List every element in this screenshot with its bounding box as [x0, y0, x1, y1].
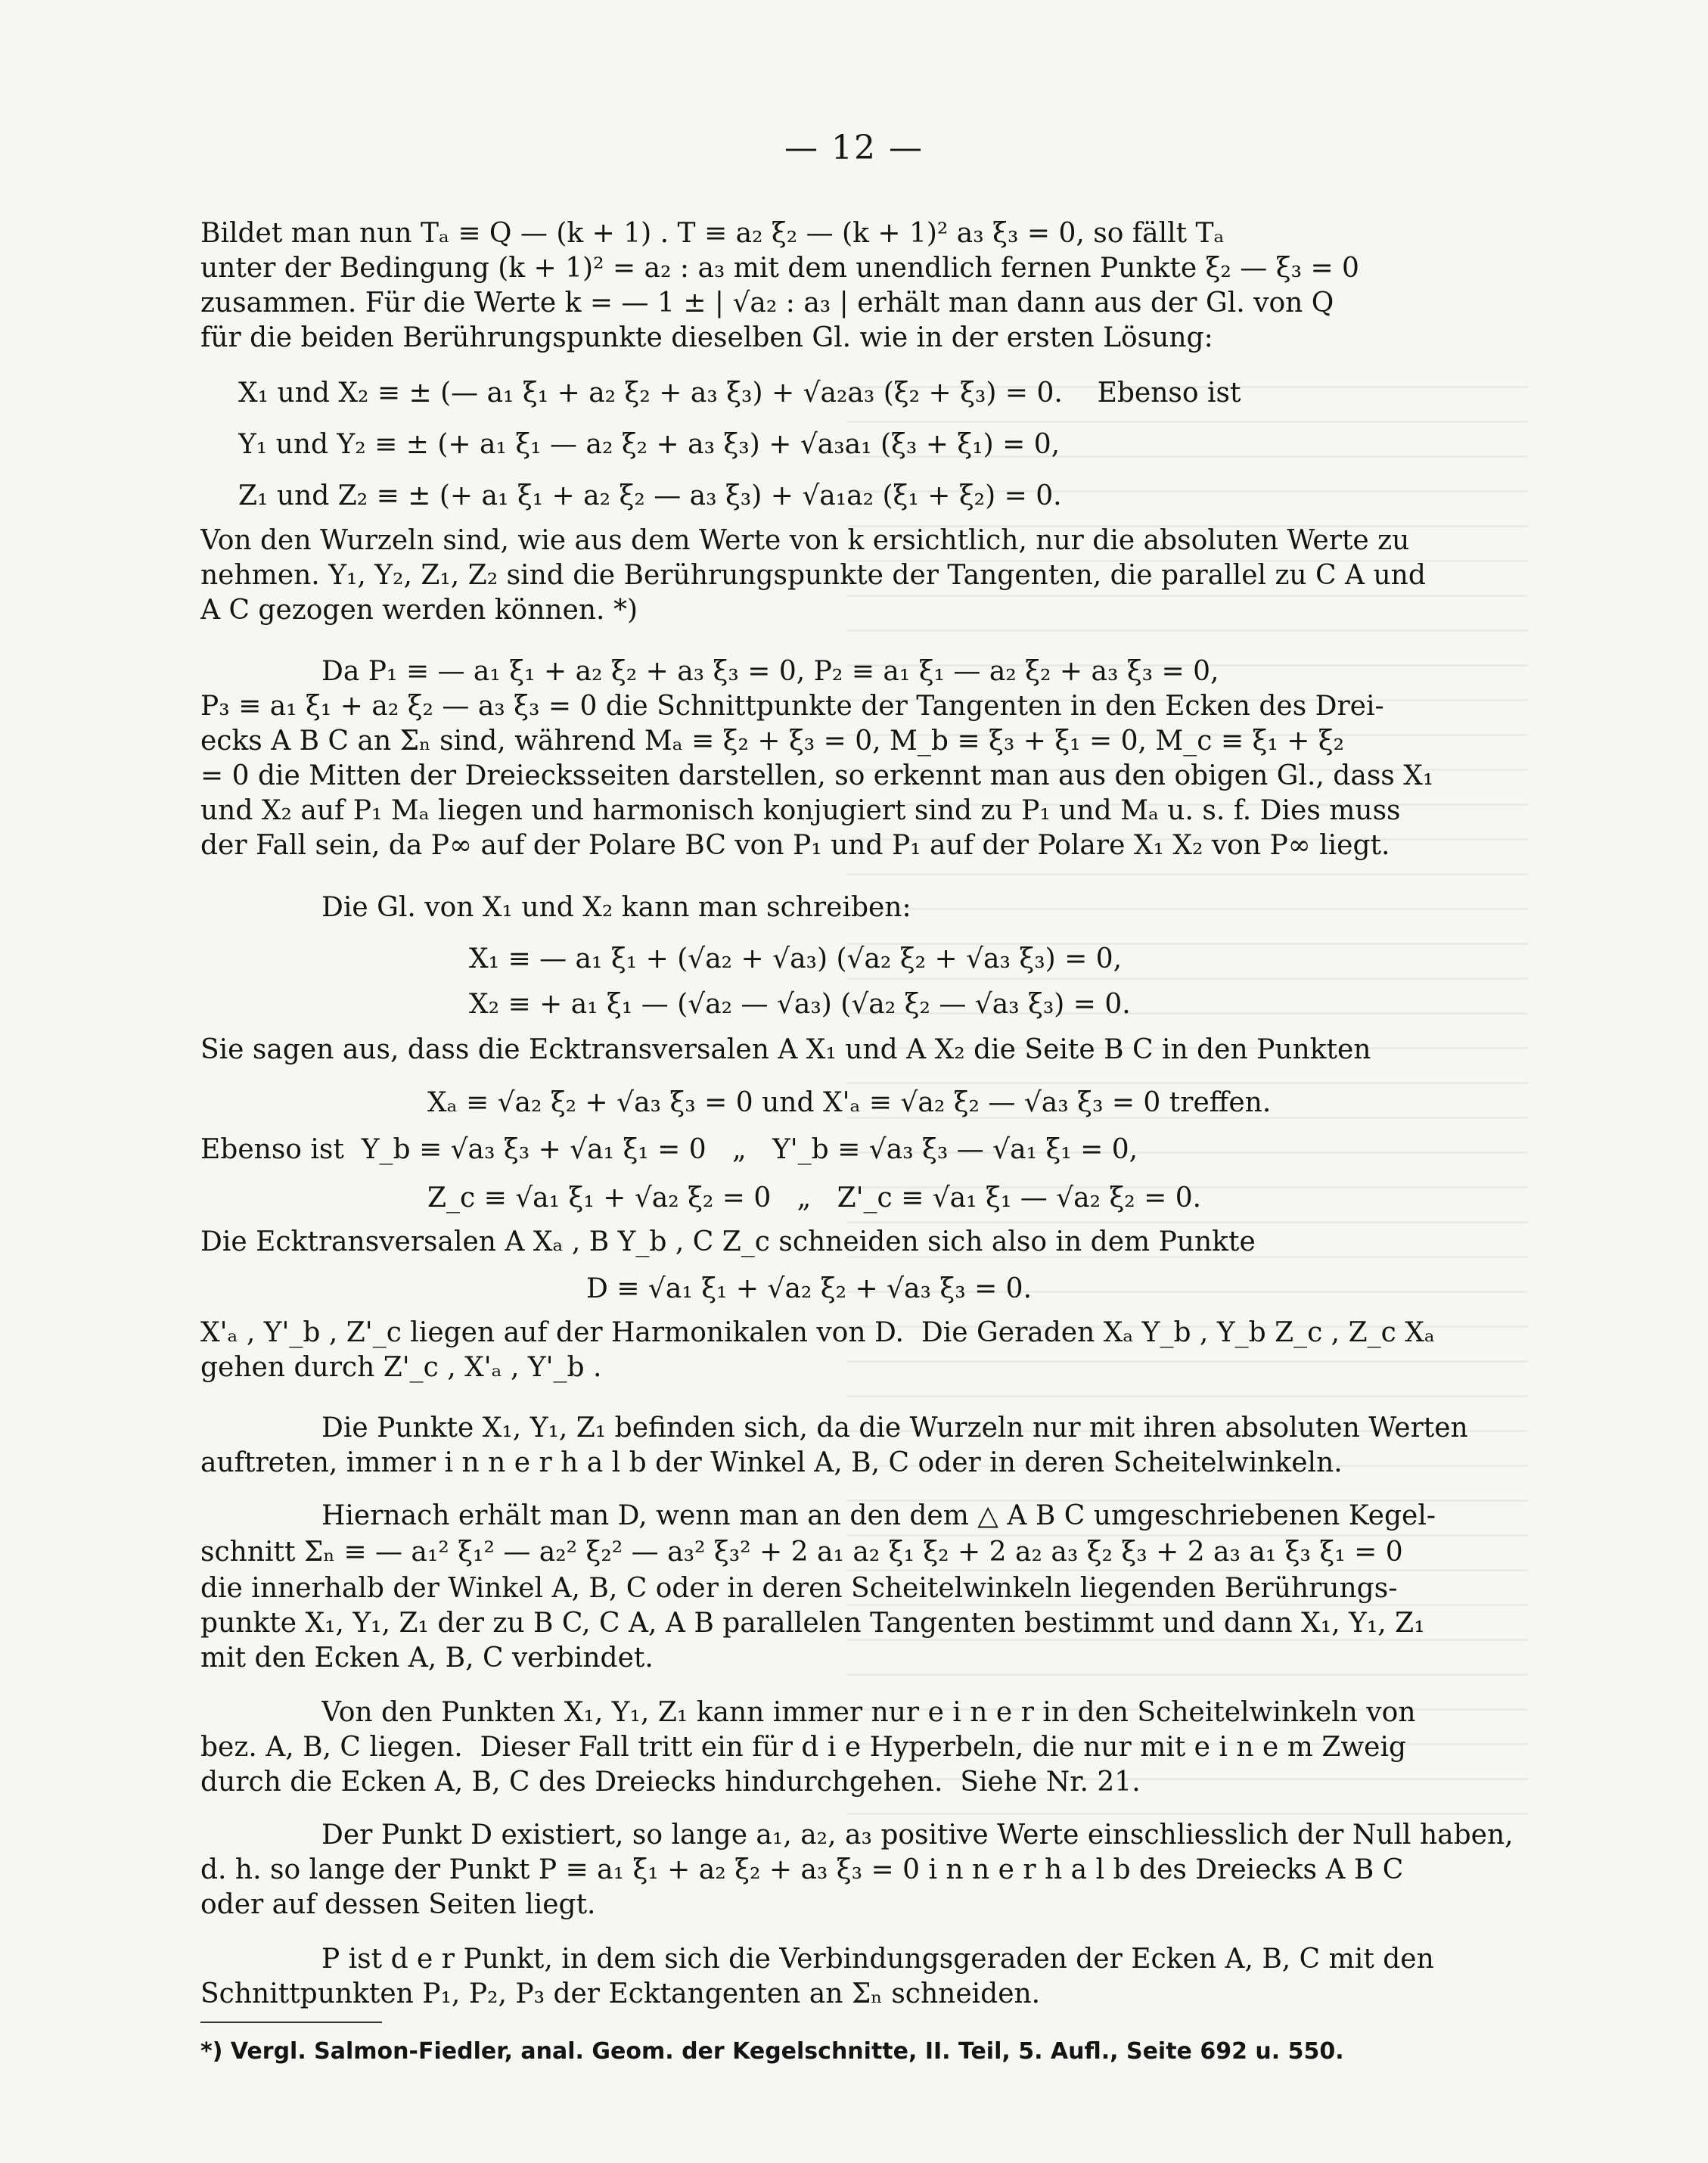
text-line: Die Ecktransversalen A Xₐ , B Y_b , C Z_c schneiden sich also in dem Punkte — [200, 1226, 1256, 1257]
text-line: Die Punkte X₁, Y₁, Z₁ befinden sich, da die Wurzeln nur mit ihren absoluten Werten — [321, 1412, 1468, 1444]
text-line: die innerhalb der Winkel A, B, C oder in deren Scheitelwinkeln liegenden Berührungs- — [200, 1573, 1398, 1604]
text-line: ecks A B C an Σₙ sind, während Mₐ ≡ ξ₂ + ξ₃ = 0, M_b ≡ ξ₃ + ξ₁ = 0, M_c ≡ ξ₁ + ξ₂ — [200, 726, 1345, 757]
text-line: für die beiden Berührungspunkte dieselben Gl. wie in der ersten Lösung: — [200, 322, 1213, 353]
text-line: Sie sagen aus, dass die Ecktransversalen A X₁ und A X₂ die Seite B C in den Punkten — [200, 1034, 1371, 1065]
equation-line: D ≡ √a₁ ξ₁ + √a₂ ξ₂ + √a₃ ξ₃ = 0. — [586, 1273, 1033, 1304]
equation-line: X₁ und X₂ ≡ ± (— a₁ ξ₁ + a₂ ξ₂ + a₃ ξ₃) + √a₂a₃ (ξ₂ + ξ₃) = 0. Ebenso ist — [238, 378, 1241, 409]
text-line: Schnittpunkten P₁, P₂, P₃ der Ecktangenten an Σₙ schneiden. — [200, 1978, 1041, 2009]
page-number: — 12 — — [784, 129, 924, 167]
text-line: der Fall sein, da P∞ auf der Polare BC von P₁ und P₁ auf der Polare X₁ X₂ von P∞ liegt. — [200, 830, 1390, 861]
text-line: punkte X₁, Y₁, Z₁ der zu B C, C A, A B parallelen Tangenten bestimmt und dann X₁, Y₁, Z₁ — [200, 1608, 1425, 1639]
text-line: = 0 die Mitten der Dreiecksseiten darstellen, so erkennt man aus den obigen Gl., dass X₁ — [200, 760, 1434, 791]
equation-line: Xₐ ≡ √a₂ ξ₂ + √a₃ ξ₃ = 0 und X'ₐ ≡ √a₂ ξ₂ — √a₃ ξ₃ = 0 treffen. — [427, 1087, 1272, 1118]
text-line: Von den Wurzeln sind, wie aus dem Werte von k ersichtlich, nur die absoluten Werte zu — [200, 525, 1410, 556]
text-line: X'ₐ , Y'_b , Z'_c liegen auf der Harmonikalen von D. Die Geraden Xₐ Y_b , Y_b Z_c , Z_c Xₐ — [200, 1317, 1435, 1348]
text-line: Hiernach erhält man D, wenn man an den dem △ A B C umgeschriebenen Kegel- — [321, 1500, 1436, 1531]
equation-line: Ebenso ist Y_b ≡ √a₃ ξ₃ + √a₁ ξ₁ = 0 „ Y'_b ≡ √a₃ ξ₃ — √a₁ ξ₁ = 0, — [200, 1134, 1138, 1165]
footnote-rule — [200, 2022, 382, 2023]
text-line: bez. A, B, C liegen. Dieser Fall tritt ein für d i e Hyperbeln, die nur mit e i n e m Zweig — [200, 1732, 1407, 1763]
equation-line: Y₁ und Y₂ ≡ ± (+ a₁ ξ₁ — a₂ ξ₂ + a₃ ξ₃) + √a₃a₁ (ξ₃ + ξ₁) = 0, — [238, 429, 1061, 460]
text-line: Von den Punkten X₁, Y₁, Z₁ kann immer nur e i n e r in den Scheitelwinkeln von — [321, 1697, 1416, 1728]
text-line: mit den Ecken A, B, C verbindet. — [200, 1642, 654, 1674]
text-line: P ist d e r Punkt, in dem sich die Verbindungsgeraden der Ecken A, B, C mit den — [321, 1944, 1434, 1975]
text-line: gehen durch Z'_c , X'ₐ , Y'_b . — [200, 1352, 602, 1383]
text-line: Bildet man nun Tₐ ≡ Q — (k + 1) . T ≡ a₂ ξ₂ — (k + 1)² a₃ ξ₃ = 0, so fällt Tₐ — [200, 218, 1225, 249]
equation-line: Z₁ und Z₂ ≡ ± (+ a₁ ξ₁ + a₂ ξ₂ — a₃ ξ₃) + √a₁a₂ (ξ₁ + ξ₂) = 0. — [238, 480, 1062, 511]
text-line: A C gezogen werden können. *) — [200, 595, 638, 626]
text-line: nehmen. Y₁, Y₂, Z₁, Z₂ sind die Berührungspunkte der Tangenten, die parallel zu C A und — [200, 560, 1426, 591]
text-line: Der Punkt D existiert, so lange a₁, a₂, a₃ positive Werte einschliesslich der Null haben, — [321, 1820, 1514, 1851]
text-line: auftreten, immer i n n e r h a l b der Winkel A, B, C oder in deren Scheitelwinkeln. — [200, 1447, 1343, 1478]
text-line: zusammen. Für die Werte k = — 1 ± | √a₂ : a₃ | erhält man dann aus der Gl. von Q — [200, 287, 1334, 319]
text-line: d. h. so lange der Punkt P ≡ a₁ ξ₁ + a₂ ξ₂ + a₃ ξ₃ = 0 i n n e r h a l b des Dreiecks A B C — [200, 1854, 1404, 1885]
text-line: P₃ ≡ a₁ ξ₁ + a₂ ξ₂ — a₃ ξ₃ = 0 die Schnittpunkte der Tangenten in den Ecken des Drei- — [200, 691, 1384, 722]
text-line: und X₂ auf P₁ Mₐ liegen und harmonisch konjugiert sind zu P₁ und Mₐ u. s. f. Dies muss — [200, 795, 1401, 826]
equation-line: X₁ ≡ — a₁ ξ₁ + (√a₂ + √a₃) (√a₂ ξ₂ + √a₃ ξ₃) = 0, — [469, 943, 1123, 974]
footnote: *) Vergl. Salmon-Fiedler, anal. Geom. der Kegelschnitte, II. Teil, 5. Aufl., Seite 692 u. 550. — [200, 2038, 1344, 2065]
equation-line: X₂ ≡ + a₁ ξ₁ — (√a₂ — √a₃) (√a₂ ξ₂ — √a₃ ξ₃) = 0. — [469, 989, 1131, 1020]
text-line: unter der Bedingung (k + 1)² = a₂ : a₃ mit dem unendlich fernen Punkte ξ₂ — ξ₃ = 0 — [200, 253, 1359, 284]
equation-line: Z_c ≡ √a₁ ξ₁ + √a₂ ξ₂ = 0 „ Z'_c ≡ √a₁ ξ₁ — √a₂ ξ₂ = 0. — [427, 1183, 1202, 1214]
text-line: durch die Ecken A, B, C des Dreiecks hindurchgehen. Siehe Nr. 21. — [200, 1767, 1141, 1798]
text-line: oder auf dessen Seiten liegt. — [200, 1889, 596, 1920]
text-line: schnitt Σₙ ≡ — a₁² ξ₁² — a₂² ξ₂² — a₃² ξ₃² + 2 a₁ a₂ ξ₁ ξ₂ + 2 a₂ a₃ ξ₂ ξ₃ + 2 a₃ a₁ ξ₃ ξ₁ = 0 — [200, 1537, 1403, 1568]
text-line: Da P₁ ≡ — a₁ ξ₁ + a₂ ξ₂ + a₃ ξ₃ = 0, P₂ ≡ a₁ ξ₁ — a₂ ξ₂ + a₃ ξ₃ = 0, — [321, 656, 1219, 687]
text-line: Die Gl. von X₁ und X₂ kann man schreiben: — [321, 892, 911, 923]
